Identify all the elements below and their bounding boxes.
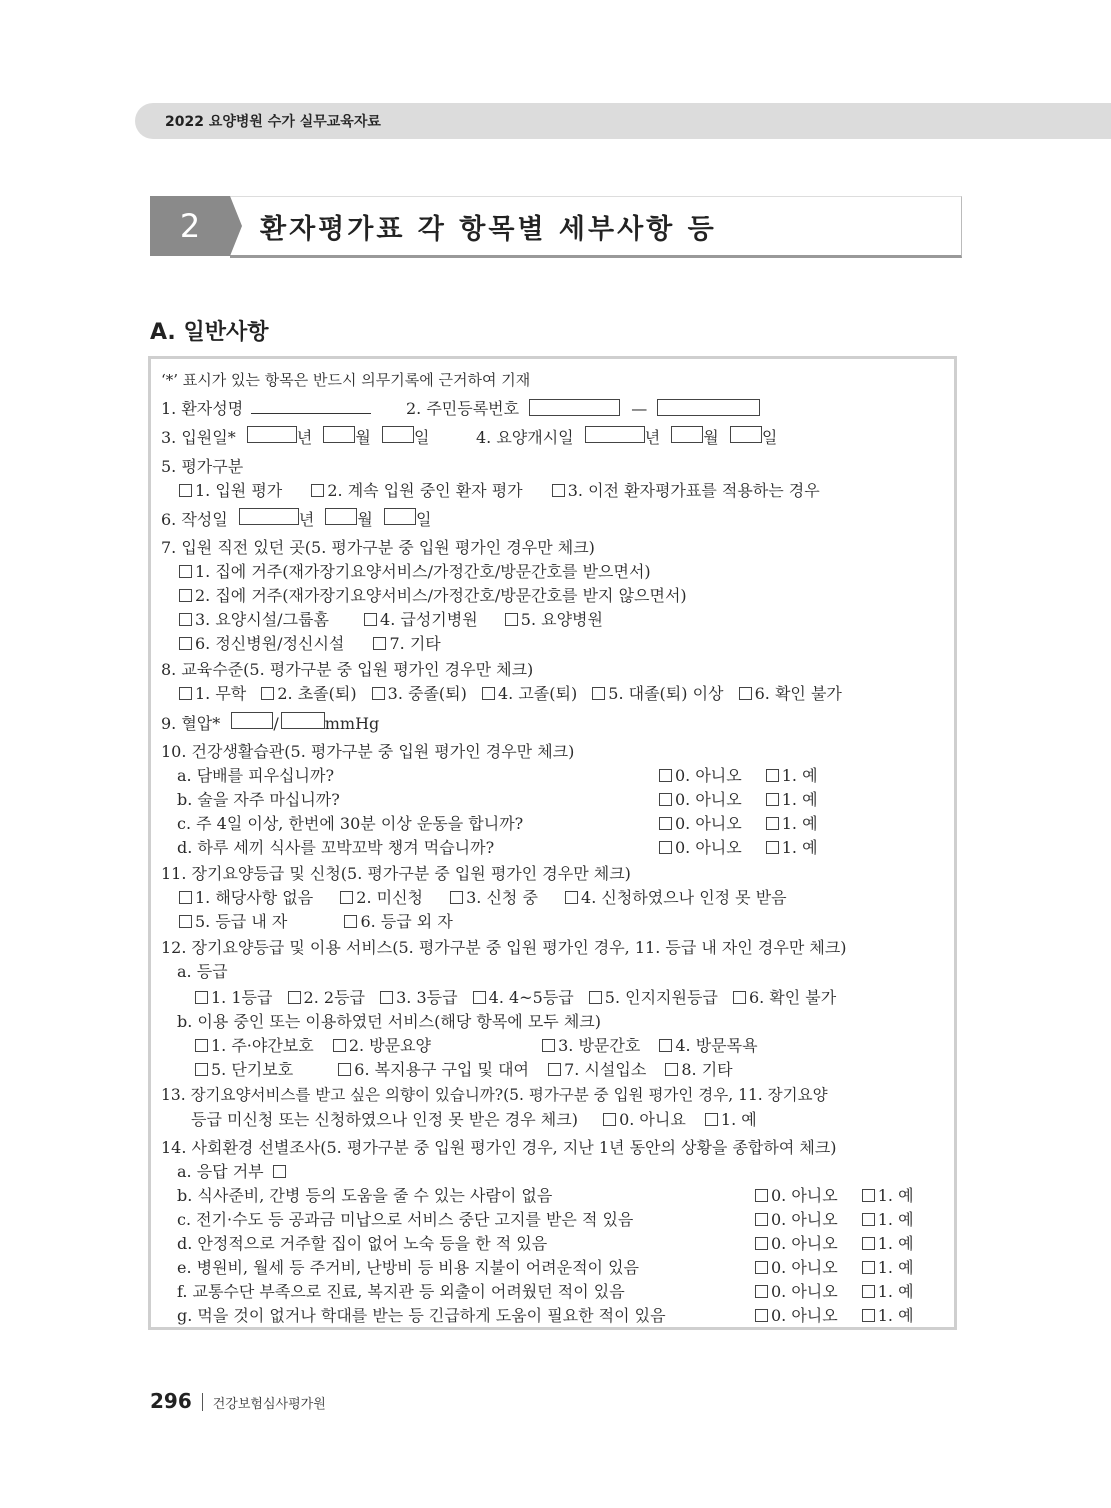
q10-item-b: b. 술을 자주 마십니까? bbox=[177, 790, 340, 809]
patient-name-field[interactable] bbox=[251, 401, 371, 414]
q7-opt-2[interactable]: 2. 집에 거주(재가장기요양서비스/가정간호/방문간호를 받지 않으면서) bbox=[179, 583, 687, 606]
q12b-label: b. 이용 중인 또는 이용하였던 서비스(해당 항목에 모두 체크) bbox=[177, 1012, 601, 1031]
admit-month-field[interactable] bbox=[323, 426, 355, 443]
q14-item-f: f. 교통수단 부족으로 진료, 복지관 등 외출이 어려웠던 적이 있음 bbox=[177, 1282, 625, 1301]
q12b-row-1 bbox=[195, 1033, 758, 1056]
q14-c-yes[interactable]: 1. 예 bbox=[862, 1210, 914, 1229]
q12a-opt-2[interactable]: 2. 2등급 bbox=[288, 988, 365, 1007]
q5-options bbox=[179, 478, 820, 501]
write-year-field[interactable] bbox=[239, 508, 299, 525]
q14-e-answers bbox=[755, 1255, 914, 1278]
footer-divider bbox=[202, 1393, 203, 1411]
q11-opt-6[interactable]: 6. 등급 외 자 bbox=[344, 912, 452, 931]
bp-unit: mmHg bbox=[324, 714, 380, 733]
page-footer bbox=[150, 1389, 326, 1413]
q12b-opt-2[interactable]: 2. 방문요양 bbox=[333, 1036, 431, 1055]
q13-yes[interactable]: 1. 예 bbox=[705, 1110, 757, 1129]
write-day-field[interactable] bbox=[384, 508, 416, 525]
section-title-frame bbox=[230, 196, 962, 258]
q7-opt-3[interactable]: 3. 요양시설/그룹홈 bbox=[179, 610, 329, 629]
q6-label: 6. 작성일 bbox=[161, 510, 228, 529]
rrn-back-field[interactable] bbox=[658, 399, 760, 420]
q14-item-e: e. 병원비, 월세 등 주거비, 난방비 등 비용 지불이 어려운적이 있음 bbox=[177, 1258, 639, 1277]
q3-label: 3. 입원일* bbox=[161, 428, 236, 447]
q11-opt-1[interactable]: 1. 해당사항 없음 bbox=[179, 888, 313, 907]
q14-d-yes[interactable]: 1. 예 bbox=[862, 1234, 914, 1253]
q11-row-1 bbox=[179, 885, 787, 908]
running-header-text: 2022 요양병원 수가 실무교육자료 bbox=[165, 114, 381, 130]
q10-a-no[interactable]: 0. 아니오 bbox=[659, 766, 742, 785]
q12a-opt-4[interactable]: 4. 4~5등급 bbox=[473, 988, 574, 1007]
running-header bbox=[135, 103, 1111, 139]
q12-label: 12. 장기요양등급 및 이용 서비스(5. 평가구분 중 입원 평가인 경우, 11. 등급 내 자인 경우만 체크) bbox=[161, 938, 847, 957]
q10-a-yes[interactable]: 1. 예 bbox=[766, 766, 818, 785]
q8-opt-1[interactable]: 1. 무학 bbox=[179, 684, 246, 703]
q14-g-yes[interactable]: 1. 예 bbox=[862, 1306, 914, 1325]
q10-d-no[interactable]: 0. 아니오 bbox=[659, 838, 742, 857]
q10-b-answers bbox=[659, 787, 818, 810]
admit-day-field[interactable] bbox=[382, 426, 414, 443]
q10-c-yes[interactable]: 1. 예 bbox=[766, 814, 818, 833]
q5-label: 5. 평가구분 bbox=[161, 457, 244, 476]
q14-d-answers bbox=[755, 1231, 914, 1254]
q12b-opt-5[interactable]: 5. 단기보호 bbox=[195, 1060, 293, 1079]
q12a-opt-1[interactable]: 1. 1등급 bbox=[195, 988, 272, 1007]
q8-options bbox=[179, 681, 842, 704]
bp-systolic-field[interactable] bbox=[231, 712, 273, 729]
q10-a-answers bbox=[659, 763, 818, 786]
section-arrow-icon bbox=[230, 196, 242, 256]
q14-c-answers bbox=[755, 1207, 914, 1230]
q14a-label: a. 응답 거부 bbox=[177, 1162, 264, 1181]
q7-label: 7. 입원 직전 있던 곳(5. 평가구분 중 입원 평가인 경우만 체크) bbox=[161, 538, 595, 557]
q14-e-no[interactable]: 0. 아니오 bbox=[755, 1258, 838, 1277]
q7-row-3 bbox=[179, 607, 603, 630]
q10-d-yes[interactable]: 1. 예 bbox=[766, 838, 818, 857]
q7-row-4 bbox=[179, 631, 441, 654]
q8-label: 8. 교육수준(5. 평가구분 중 입원 평가인 경우만 체크) bbox=[161, 660, 534, 679]
q14-item-b: b. 식사준비, 간병 등의 도움을 줄 수 있는 사람이 없음 bbox=[177, 1186, 553, 1205]
q12b-opt-8[interactable]: 8. 기타 bbox=[665, 1060, 732, 1079]
page-number: 296 bbox=[150, 1389, 192, 1413]
q14a-checkbox[interactable] bbox=[273, 1165, 286, 1178]
q14a-row bbox=[177, 1159, 289, 1182]
q10-d-answers bbox=[659, 835, 818, 858]
section-number: 2 bbox=[150, 196, 230, 256]
q14-f-yes[interactable]: 1. 예 bbox=[862, 1282, 914, 1301]
q7-opt-6[interactable]: 6. 정신병원/정신시설 bbox=[179, 634, 344, 653]
q7-opt-7[interactable]: 7. 기타 bbox=[373, 634, 440, 653]
q7-opt-4[interactable]: 4. 급성기병원 bbox=[364, 610, 478, 629]
q14-b-answers bbox=[755, 1183, 914, 1206]
q4-row bbox=[476, 425, 777, 448]
q3-row bbox=[161, 425, 429, 448]
q8-opt-4[interactable]: 4. 고졸(퇴) bbox=[482, 684, 577, 703]
care-year-field[interactable] bbox=[585, 426, 645, 443]
q10-item-d: d. 하루 세끼 식사를 꼬박꼬박 챙겨 먹습니까? bbox=[177, 838, 495, 857]
q14-item-g: g. 먹을 것이 없거나 학대를 받는 등 긴급하게 도움이 필요한 적이 있음 bbox=[177, 1306, 666, 1325]
q14-g-answers bbox=[755, 1303, 914, 1326]
q10-label: 10. 건강생활습관(5. 평가구분 중 입원 평가인 경우만 체크) bbox=[161, 742, 575, 761]
q4-label: 4. 요양개시일 bbox=[476, 428, 574, 447]
q10-b-yes[interactable]: 1. 예 bbox=[766, 790, 818, 809]
day-label: 일 bbox=[413, 428, 430, 447]
q12a-opt-5[interactable]: 5. 인지지원등급 bbox=[589, 988, 718, 1007]
q13-line-2-row bbox=[191, 1107, 757, 1130]
q9-row: 9. 혈압* / mmHg bbox=[161, 714, 380, 733]
q11-opt-5[interactable]: 5. 등급 내 자 bbox=[179, 912, 287, 931]
q10-c-answers bbox=[659, 811, 818, 834]
q5-opt-3[interactable]: 3. 이전 환자평가표를 적용하는 경우 bbox=[552, 481, 820, 500]
q6-row: 6. 작성일 년 월 일 bbox=[161, 510, 432, 529]
section-title-block bbox=[150, 196, 962, 256]
q12b-opt-6[interactable]: 6. 복지용구 구입 및 대여 bbox=[338, 1060, 529, 1079]
footer-org: 건강보험심사평가원 bbox=[212, 1397, 326, 1412]
q9-label: 9. 혈압* bbox=[161, 714, 221, 733]
q14-c-no[interactable]: 0. 아니오 bbox=[755, 1210, 838, 1229]
q2-label: 2. 주민등록번호 bbox=[406, 399, 520, 418]
care-month-field[interactable] bbox=[671, 426, 703, 443]
year-label: 년 bbox=[644, 428, 661, 447]
q14-d-no[interactable]: 0. 아니오 bbox=[755, 1234, 838, 1253]
admit-year-field[interactable] bbox=[247, 426, 297, 443]
assessment-form bbox=[148, 356, 957, 1330]
day-label: 일 bbox=[761, 428, 778, 447]
q10-b-no[interactable]: 0. 아니오 bbox=[659, 790, 742, 809]
q12b-row-2 bbox=[195, 1057, 733, 1080]
q14-b-yes[interactable]: 1. 예 bbox=[862, 1186, 914, 1205]
q12a-options bbox=[195, 985, 836, 1008]
q10-c-no[interactable]: 0. 아니오 bbox=[659, 814, 742, 833]
q13-line-1: 13. 장기요양서비스를 받고 싶은 의향이 있습니까?(5. 평가구분 중 입원 평가인 경우, 11. 장기요양 bbox=[161, 1086, 828, 1104]
q11-opt-4[interactable]: 4. 신청하였으나 인정 못 받음 bbox=[565, 888, 787, 907]
q10-item-c: c. 주 4일 이상, 한번에 30분 이상 운동을 합니까? bbox=[177, 814, 524, 833]
q14-item-d: d. 안정적으로 거주할 집이 없어 노숙 등을 한 적 있음 bbox=[177, 1234, 548, 1253]
q11-row-2 bbox=[179, 909, 453, 932]
q8-opt-5[interactable]: 5. 대졸(퇴) 이상 bbox=[592, 684, 723, 703]
bp-diastolic-field[interactable] bbox=[281, 712, 325, 729]
q14-g-no[interactable]: 0. 아니오 bbox=[755, 1306, 838, 1325]
q12b-opt-1[interactable]: 1. 주·야간보호 bbox=[195, 1036, 314, 1055]
care-day-field[interactable] bbox=[730, 426, 762, 443]
q14-b-no[interactable]: 0. 아니오 bbox=[755, 1186, 838, 1205]
form-note: ‘*’ 표시가 있는 항목은 반드시 의무기록에 근거하여 기재 bbox=[161, 371, 531, 389]
year-label: 년 bbox=[296, 428, 313, 447]
q14-e-yes[interactable]: 1. 예 bbox=[862, 1258, 914, 1277]
q12a-opt-6[interactable]: 6. 확인 불가 bbox=[733, 988, 836, 1007]
q12a-label: a. 등급 bbox=[177, 962, 228, 981]
month-label: 월 bbox=[703, 428, 719, 447]
q8-opt-3[interactable]: 3. 중졸(퇴) bbox=[372, 684, 467, 703]
q12b-opt-7[interactable]: 7. 시설입소 bbox=[548, 1060, 646, 1079]
q12b-opt-4[interactable]: 4. 방문목욕 bbox=[659, 1036, 757, 1055]
q5-opt-1[interactable]: 1. 입원 평가 bbox=[179, 481, 282, 500]
q14-label: 14. 사회환경 선별조사(5. 평가구분 중 입원 평가인 경우, 지난 1년 동안의 상황을 종합하여 체크) bbox=[161, 1138, 837, 1157]
q8-opt-2[interactable]: 2. 초졸(퇴) bbox=[261, 684, 356, 703]
subheading: A. 일반사항 bbox=[150, 320, 269, 345]
month-label: 월 bbox=[355, 428, 371, 447]
q12b-opt-3[interactable]: 3. 방문간호 bbox=[542, 1036, 640, 1055]
write-month-field[interactable] bbox=[325, 508, 357, 525]
q1-label: 1. 환자성명 bbox=[161, 399, 244, 418]
q14-item-c: c. 전기·수도 등 공과금 미납으로 서비스 중단 고지를 받은 적 있음 bbox=[177, 1210, 634, 1229]
q7-opt-1[interactable]: 1. 집에 거주(재가장기요양서비스/가정간호/방문간호를 받으면서) bbox=[179, 559, 651, 582]
q1-row bbox=[161, 396, 379, 419]
q5-opt-2[interactable]: 2. 계속 입원 중인 환자 평가 bbox=[311, 481, 522, 500]
q10-item-a: a. 담배를 피우십니까? bbox=[177, 766, 335, 785]
q14-f-answers bbox=[755, 1279, 914, 1302]
q11-opt-2[interactable]: 2. 미신청 bbox=[340, 888, 423, 907]
q13-line-2: 등급 미신청 또는 신청하였으나 인정 못 받은 경우 체크) bbox=[191, 1110, 578, 1129]
q7-opt-5[interactable]: 5. 요양병원 bbox=[505, 610, 603, 629]
q12a-opt-3[interactable]: 3. 3등급 bbox=[380, 988, 457, 1007]
q11-label: 11. 장기요양등급 및 신청(5. 평가구분 중 입원 평가인 경우만 체크) bbox=[161, 864, 631, 883]
q2-row: 2. 주민등록번호 — bbox=[406, 396, 760, 420]
rrn-front-field[interactable] bbox=[530, 399, 620, 420]
q14-f-no[interactable]: 0. 아니오 bbox=[755, 1282, 838, 1301]
q8-opt-6[interactable]: 6. 확인 불가 bbox=[739, 684, 842, 703]
q13-no[interactable]: 0. 아니요 bbox=[603, 1110, 686, 1129]
q11-opt-3[interactable]: 3. 신청 중 bbox=[450, 888, 538, 907]
section-title: 환자평가표 각 항목별 세부사항 등 bbox=[260, 214, 717, 245]
